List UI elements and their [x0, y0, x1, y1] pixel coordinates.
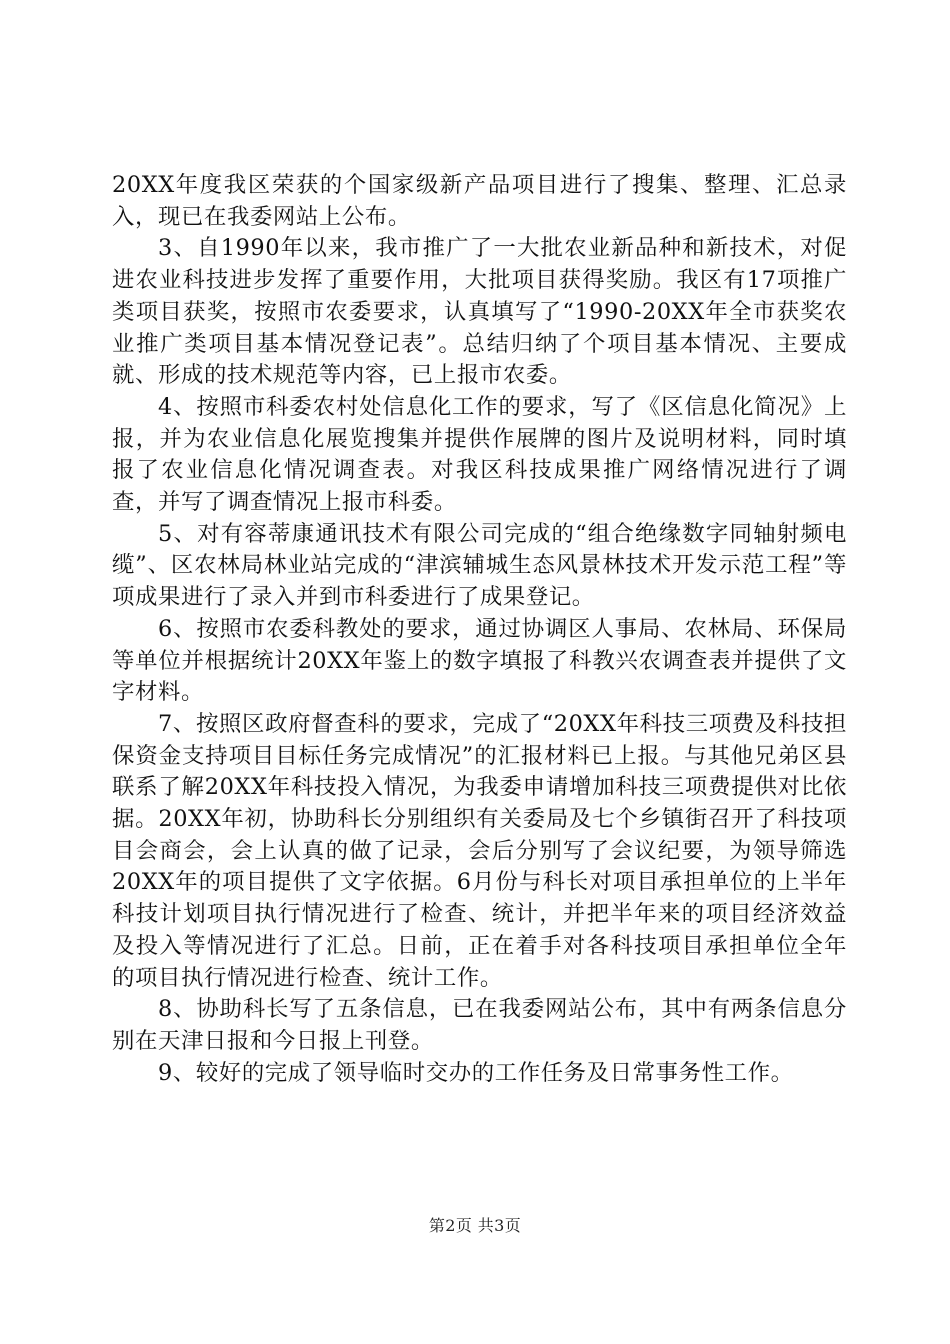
paragraph-continued: 20XX年度我区荣获的个国家级新产品项目进行了搜集、整理、汇总录入，现已在我委网站上公布。	[112, 172, 847, 230]
paragraph-item-7: 7、按照区政府督查科的要求，完成了“20XX年科技三项费及科技担保资金支持项目目标任务完成情况”的汇报材料已上报。与其他兄弟区县联系了解20XX年科技投入情况，为我委申请增加科技三项费提供对比依据。20XX年初，协助科长分别组织有关委局及七个乡镇街召开了科技项目会商会，会上认真的做了记录，会后分别写了会议纪要，为领导筛选20XX年的项目提供了文字依据。6月份与科长对项目承担单位的上半年科技计划项目执行情况进行了检查、统计，并把半年来的项目经济效益及投入等情况进行了汇总。日前，正在着手对各科技项目承担单位全年的项目执行情况进行检查、统计工作。	[112, 710, 847, 991]
page-number-footer: 第2页 共3页	[428, 1216, 522, 1235]
paragraph-item-3: 3、自1990年以来，我市推广了一大批农业新品种和新技术，对促进农业科技进步发挥了重要作用，大批项目获得奖励。我区有17项推广类项目获奖，按照市农委要求，认真填写了“1990-20XX年全市获奖农业推广类项目基本情况登记表”。总结归纳了个项目基本情况、主要成就、形成的技术规范等内容，已上报市农委。	[112, 235, 847, 389]
paragraph-item-4: 4、按照市科委农村处信息化工作的要求，写了《区信息化简况》上报，并为农业信息化展览搜集并提供作展牌的图片及说明材料，同时填报了农业信息化情况调查表。对我区科技成果推广网络情况进行了调查，并写了调查情况上报市科委。	[112, 393, 847, 516]
paragraph-item-5: 5、对有容蒂康通讯技术有限公司完成的“组合绝缘数字同轴射频电缆”、区农林局林业站完成的“津滨辅城生态风景林技术开发示范工程”等项成果进行了录入并到市科委进行了成果登记。	[112, 520, 847, 611]
paragraph-item-9: 9、较好的完成了领导临时交办的工作任务及日常事务性工作。	[158, 1059, 794, 1086]
paragraph-item-8: 8、协助科长写了五条信息，已在我委网站公布，其中有两条信息分别在天津日报和今日报上刊登。	[112, 996, 847, 1054]
paragraph-item-6: 6、按照市农委科教处的要求，通过协调区人事局、农林局、环保局等单位并根据统计20XX年鉴上的数字填报了科教兴农调查表并提供了文字材料。	[112, 615, 847, 706]
document-body	[112, 170, 847, 1089]
